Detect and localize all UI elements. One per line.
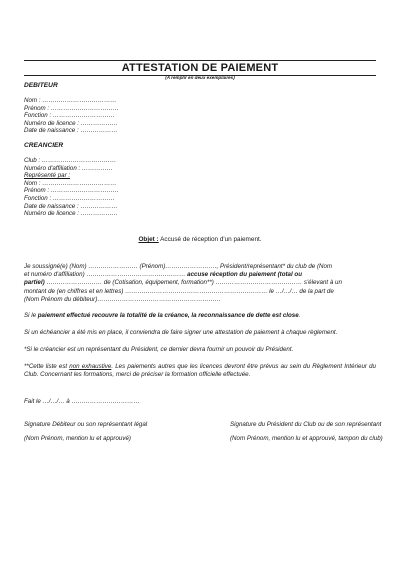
fait-le-line: Fait le …/…/… à ……………………………	[24, 398, 140, 405]
creancier-club-field: Club : ………………………………	[24, 157, 117, 164]
rep-licence-field: Numéro de licence : ………………	[24, 210, 118, 218]
debiteur-nom-field: Nom : ………………………………	[24, 97, 117, 104]
rep-prenom-field: Prénom : ……………………………	[24, 187, 119, 195]
debiteur-prenom-field: Prénom : ……………………………	[24, 104, 119, 112]
note-totalite	[24, 312, 376, 320]
represente-par-label: Représenté par :	[24, 172, 71, 180]
debiteur-fonction-field: Fonction : …………………………	[24, 112, 115, 120]
body-line-2b: accuse réception du paiement (total ou	[187, 271, 302, 279]
objet-text: Accusé de réception d'un paiement.	[160, 236, 262, 243]
body-line-2	[24, 271, 376, 279]
body-line-3b: ……………………… de (Cotisation, équipement, formation**) …………………………………… s'élevant à un	[46, 279, 342, 287]
body-line-4: montant de (en chiffres et en lettres) …………………………………………………………… le …/…/… de la part de	[24, 287, 334, 295]
note-echeancier: Si un échéancier a été mis en place, il conviendra de faire signer une attestation de paiement à chaque règlement.	[24, 329, 338, 336]
signature-debiteur-note: (Nom Prénom, mention lu et approuvé)	[24, 435, 131, 442]
objet-line	[0, 236, 400, 244]
note-liste-post: . Les paiements autres que les licences devront être prévus au sein du Règlement Intérieur du Club. Concernant les formations, merci de préciser la formation officielle effectuée.	[24, 363, 376, 379]
note-liste-pre: **Cette liste est	[24, 363, 70, 370]
creancier-affiliation-field: Numéro d'affiliation : ……………	[24, 164, 113, 172]
rep-nom-field: Nom : ………………………………	[24, 179, 117, 187]
debiteur-heading: DEBITEUR	[24, 82, 58, 89]
rep-fonction-field: Fonction : …………………………	[24, 195, 115, 202]
signature-president-title: Signature du Président du Club ou de son représentant	[230, 421, 382, 428]
signature-debiteur-title: Signature Débiteur ou son représentant légal	[24, 421, 148, 428]
debiteur-licence-field: Numéro de licence : ………………	[24, 119, 118, 127]
body-line-3	[24, 279, 376, 287]
note-liste-underlined: non exhaustive	[69, 363, 112, 370]
document-title: ATTESTATION DE PAIEMENT	[24, 60, 376, 76]
debiteur-naissance-field: Date de naissance : ………………	[24, 127, 118, 135]
document-subtitle: (A remplir en deux exemplaires)	[165, 75, 235, 80]
rep-naissance-field: Date de naissance : ………………	[24, 202, 118, 210]
note-totalite-pre: Si le	[24, 312, 38, 319]
note-totalite-post: .	[298, 312, 301, 319]
note-representant: *Si le créancier est un représentant du Président, ce dernier devra fournir un pouvoir du Président.	[24, 346, 294, 353]
body-line-2a: et numéro d'affiliation) …………………………………………	[24, 271, 186, 279]
note-totalite-bold: paiement effectué recouvre la totalité de la créance, la reconnaissance de dette est close	[37, 312, 299, 319]
body-line-3a: partiel)	[24, 279, 45, 287]
objet-label: Objet :	[138, 236, 159, 243]
signature-president-note: (Nom Prénom, mention lu et approuvé, tampon du club)	[230, 435, 383, 442]
note-liste	[24, 363, 376, 379]
body-line-5: (Nom Prénom du débiteur)……………………………………………………	[24, 295, 221, 303]
body-line-1: Je soussigné(e) (Nom) …………………… (Prénom)……………………., Président/représentant* du club de (Nom	[24, 263, 333, 270]
creancier-heading: CREANCIER	[24, 142, 64, 149]
